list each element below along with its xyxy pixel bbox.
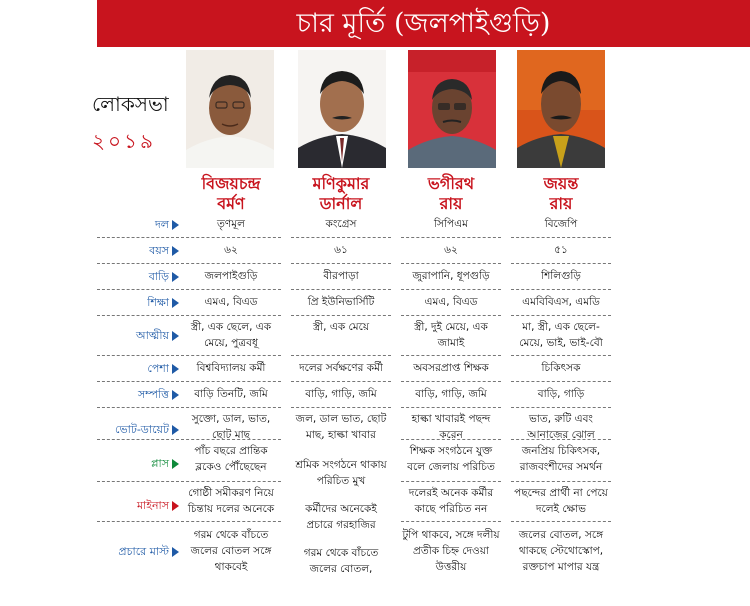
row-label xyxy=(97,327,179,346)
table-cell: ভাত, রুটি এবং আনাজের ঝোল xyxy=(527,413,595,441)
divider xyxy=(181,315,281,316)
row-label-text: আত্মীয় xyxy=(135,329,169,342)
candidate-photo xyxy=(408,50,496,168)
candidate-name xyxy=(506,174,616,214)
divider xyxy=(97,355,179,356)
table-cell: চিকিৎসক xyxy=(541,362,581,374)
triangle-icon xyxy=(172,390,179,400)
table-cell: জলের বোতল, সঙ্গে থাকছে স্টেথোস্কোপ, রক্তচাপ মাপার যন্ত্র xyxy=(518,529,604,573)
divider xyxy=(401,237,501,238)
divider xyxy=(291,237,391,238)
triangle-icon xyxy=(172,220,179,230)
divider xyxy=(401,315,501,316)
candidate-name-line2: রায় xyxy=(439,194,463,213)
row-label-text: শিক্ষা xyxy=(147,296,169,309)
table-cell: দলের সর্বক্ষণের কর্মী xyxy=(299,362,383,374)
table-row xyxy=(97,441,750,487)
divider xyxy=(511,481,611,482)
divider xyxy=(511,289,611,290)
table-cell: জলপাইগুড়ি xyxy=(204,270,258,282)
table-cell: জনপ্রিয় চিকিৎসক, রাজবংশীদের সমর্থন xyxy=(519,445,603,473)
table-cell: বাড়ি, গাড়ি, জমি xyxy=(305,388,377,400)
table-cell: কর্মীদের অনেকেই প্রচারে গরহাজির xyxy=(305,503,377,531)
row-label-text: মাইনাস xyxy=(136,499,169,512)
table-row xyxy=(97,291,750,313)
row-label-text: দল xyxy=(155,218,169,231)
divider xyxy=(401,355,501,356)
divider xyxy=(291,263,391,264)
divider xyxy=(181,439,281,440)
row-label-text: বয়স xyxy=(149,244,169,257)
divider xyxy=(401,407,501,408)
table-row xyxy=(97,265,750,287)
table-cell: বাড়ি তিনটি, জমি xyxy=(194,388,268,400)
triangle-icon xyxy=(172,547,179,557)
table-row xyxy=(97,239,750,261)
row-label-text: পেশা xyxy=(147,362,169,375)
divider xyxy=(511,315,611,316)
triangle-icon xyxy=(172,331,179,341)
candidate-name-line2: বর্মণ xyxy=(217,194,245,213)
divider xyxy=(97,315,179,316)
table-cell: স্ত্রী, এক মেয়ে xyxy=(312,321,370,333)
table-cell: দলেরই অনেক কর্মীর কাছে পরিচিত নন xyxy=(408,487,494,515)
divider xyxy=(97,521,179,522)
divider xyxy=(181,263,281,264)
table-cell: এমবিবিএস, এমডি xyxy=(522,296,600,308)
candidate-photo xyxy=(186,50,274,168)
candidate-photo xyxy=(517,50,605,168)
divider xyxy=(181,481,281,482)
table-cell: বাড়ি, গাড়ি xyxy=(537,388,585,400)
divider xyxy=(291,407,391,408)
divider xyxy=(181,355,281,356)
table-cell: টুপি থাকবে, সঙ্গে দলীয় প্রতীক চিহ্ন দেওয়া উত্তরীয় xyxy=(402,529,500,573)
triangle-icon xyxy=(172,501,179,511)
divider xyxy=(511,381,611,382)
table-cell: এমএ, বিএড xyxy=(424,296,478,308)
divider xyxy=(181,521,281,522)
table-row xyxy=(97,357,750,379)
divider xyxy=(181,407,281,408)
candidate-name-line1: জয়ন্ত xyxy=(543,174,579,193)
divider xyxy=(181,237,281,238)
table-cell: বাড়ি, গাড়ি, জমি xyxy=(415,388,487,400)
table-row xyxy=(97,483,750,531)
divider xyxy=(291,315,391,316)
candidate-name-line1: ভগীরথ xyxy=(427,174,475,193)
table-cell: পছন্দের প্রার্থী না পেয়ে দলেই ক্ষোভ xyxy=(514,487,608,515)
divider xyxy=(511,355,611,356)
table-row xyxy=(97,213,750,235)
divider xyxy=(401,521,501,522)
triangle-icon xyxy=(172,272,179,282)
row-label xyxy=(97,386,179,405)
divider xyxy=(97,381,179,382)
table-cell: শিক্ষক সংগঠনে যুক্ত বলে জেলায় পরিচিত xyxy=(407,445,495,473)
row-label xyxy=(97,543,179,562)
divider xyxy=(97,439,179,440)
table-cell: শিলিগুড়ি xyxy=(541,270,581,282)
table-cell: এমএ, বিএড xyxy=(204,296,258,308)
row-label-text: বাড়ি xyxy=(148,270,169,283)
divider xyxy=(97,237,179,238)
divider xyxy=(511,439,611,440)
table-row xyxy=(97,383,750,405)
row-label xyxy=(97,242,179,261)
table-row xyxy=(97,525,750,595)
divider xyxy=(511,521,611,522)
divider xyxy=(97,289,179,290)
candidate-name-line2: ডার্নাল xyxy=(319,194,363,213)
row-label xyxy=(97,360,179,379)
divider xyxy=(181,381,281,382)
election-label xyxy=(92,90,180,160)
triangle-icon xyxy=(172,459,179,469)
table-cell: অবসরপ্রাপ্ত শিক্ষক xyxy=(413,362,489,374)
row-label xyxy=(97,294,179,313)
row-label xyxy=(97,455,179,474)
election-name: লোকসভা xyxy=(92,92,169,116)
divider xyxy=(511,263,611,264)
table-cell: জুরাপানি, ধূপগুড়ি xyxy=(412,270,490,282)
candidate-name-line1: বিজয়চন্দ্র xyxy=(201,174,261,193)
candidate-name-line2: রায় xyxy=(549,194,573,213)
table-cell: বিজেপি xyxy=(544,218,578,230)
table-cell: ৫১ xyxy=(554,244,568,256)
row-label xyxy=(97,421,179,440)
table-cell: ৬২ xyxy=(444,244,458,256)
divider xyxy=(401,381,501,382)
table-cell: ৬২ xyxy=(224,244,238,256)
triangle-icon xyxy=(172,364,179,374)
page-title: চার মূর্তি (জলপাইগুড়ি) xyxy=(97,0,750,47)
divider xyxy=(401,439,501,440)
triangle-icon xyxy=(172,246,179,256)
table-cell: স্ত্রী, দুই মেয়ে, এক জামাই xyxy=(414,321,488,349)
divider xyxy=(97,407,179,408)
row-label-text: সম্পত্তি xyxy=(137,388,169,401)
table-cell: শ্রমিক সংগঠনে থাকায় পরিচিত মুখ xyxy=(295,459,387,487)
table-cell: গরম থেকে বাঁচতে জলের বোতল সঙ্গে থাকবেই xyxy=(190,529,272,573)
candidate-name xyxy=(286,174,396,214)
table-cell: হাল্কা খাবারই পছন্দ করেন xyxy=(411,413,491,441)
divider xyxy=(401,289,501,290)
table-cell: গোষ্ঠী সমীকরণ নিয়ে চিন্তায় দলের অনেকে xyxy=(187,487,275,515)
table-cell: বিশ্ববিদ্যালয় কর্মী xyxy=(196,362,266,374)
candidate-name xyxy=(396,174,506,214)
candidate-photo xyxy=(298,50,386,168)
election-year: ২০১৯ xyxy=(92,129,156,153)
row-label-text: প্লাস xyxy=(151,457,169,470)
divider xyxy=(181,289,281,290)
row-label-text: ভোট-ডায়েট xyxy=(115,423,169,436)
divider xyxy=(97,263,179,264)
divider xyxy=(511,407,611,408)
table-cell: বীরপাড়া xyxy=(323,270,359,282)
candidate-name-line1: মণিকুমার xyxy=(312,174,370,193)
table-cell: সুক্তো, ডাল, ভাত, ছোট মাছ xyxy=(191,413,271,441)
divider xyxy=(291,289,391,290)
table-cell: প্রি ইউনিভার্সিটি xyxy=(307,296,375,308)
row-label-text: প্রচারে মাস্ট xyxy=(118,545,169,558)
triangle-icon xyxy=(172,425,179,435)
table-cell: সিপিএম xyxy=(434,218,468,230)
row-label xyxy=(97,268,179,287)
table-cell: কংগ্রেস xyxy=(325,218,357,230)
triangle-icon xyxy=(172,298,179,308)
table-cell: পাঁচ বছরে প্রান্তিক ব্লকেও পৌঁছেছেন xyxy=(194,445,268,473)
divider xyxy=(291,355,391,356)
table-cell: স্ত্রী, এক ছেলে, এক মেয়ে, পুত্রবধূ xyxy=(190,321,272,349)
table-row xyxy=(97,317,750,353)
table-cell: তৃণমূল xyxy=(217,218,245,230)
divider xyxy=(401,481,501,482)
table-cell: ৬১ xyxy=(334,244,348,256)
divider xyxy=(291,381,391,382)
candidate-name xyxy=(176,174,286,214)
divider xyxy=(511,237,611,238)
divider xyxy=(97,481,179,482)
table-cell: গরম থেকে বাঁচতে জলের বোতল, xyxy=(303,547,379,575)
table-cell: মা, স্ত্রী, এক ছেলে- মেয়ে, ভাই, ভাই-বৌ xyxy=(519,321,603,349)
row-label xyxy=(97,497,179,516)
divider xyxy=(401,263,501,264)
table-cell: জল, ডাল ভাত, ছোট মাছ, হাল্কা খাবার xyxy=(295,413,387,441)
row-label xyxy=(97,216,179,235)
